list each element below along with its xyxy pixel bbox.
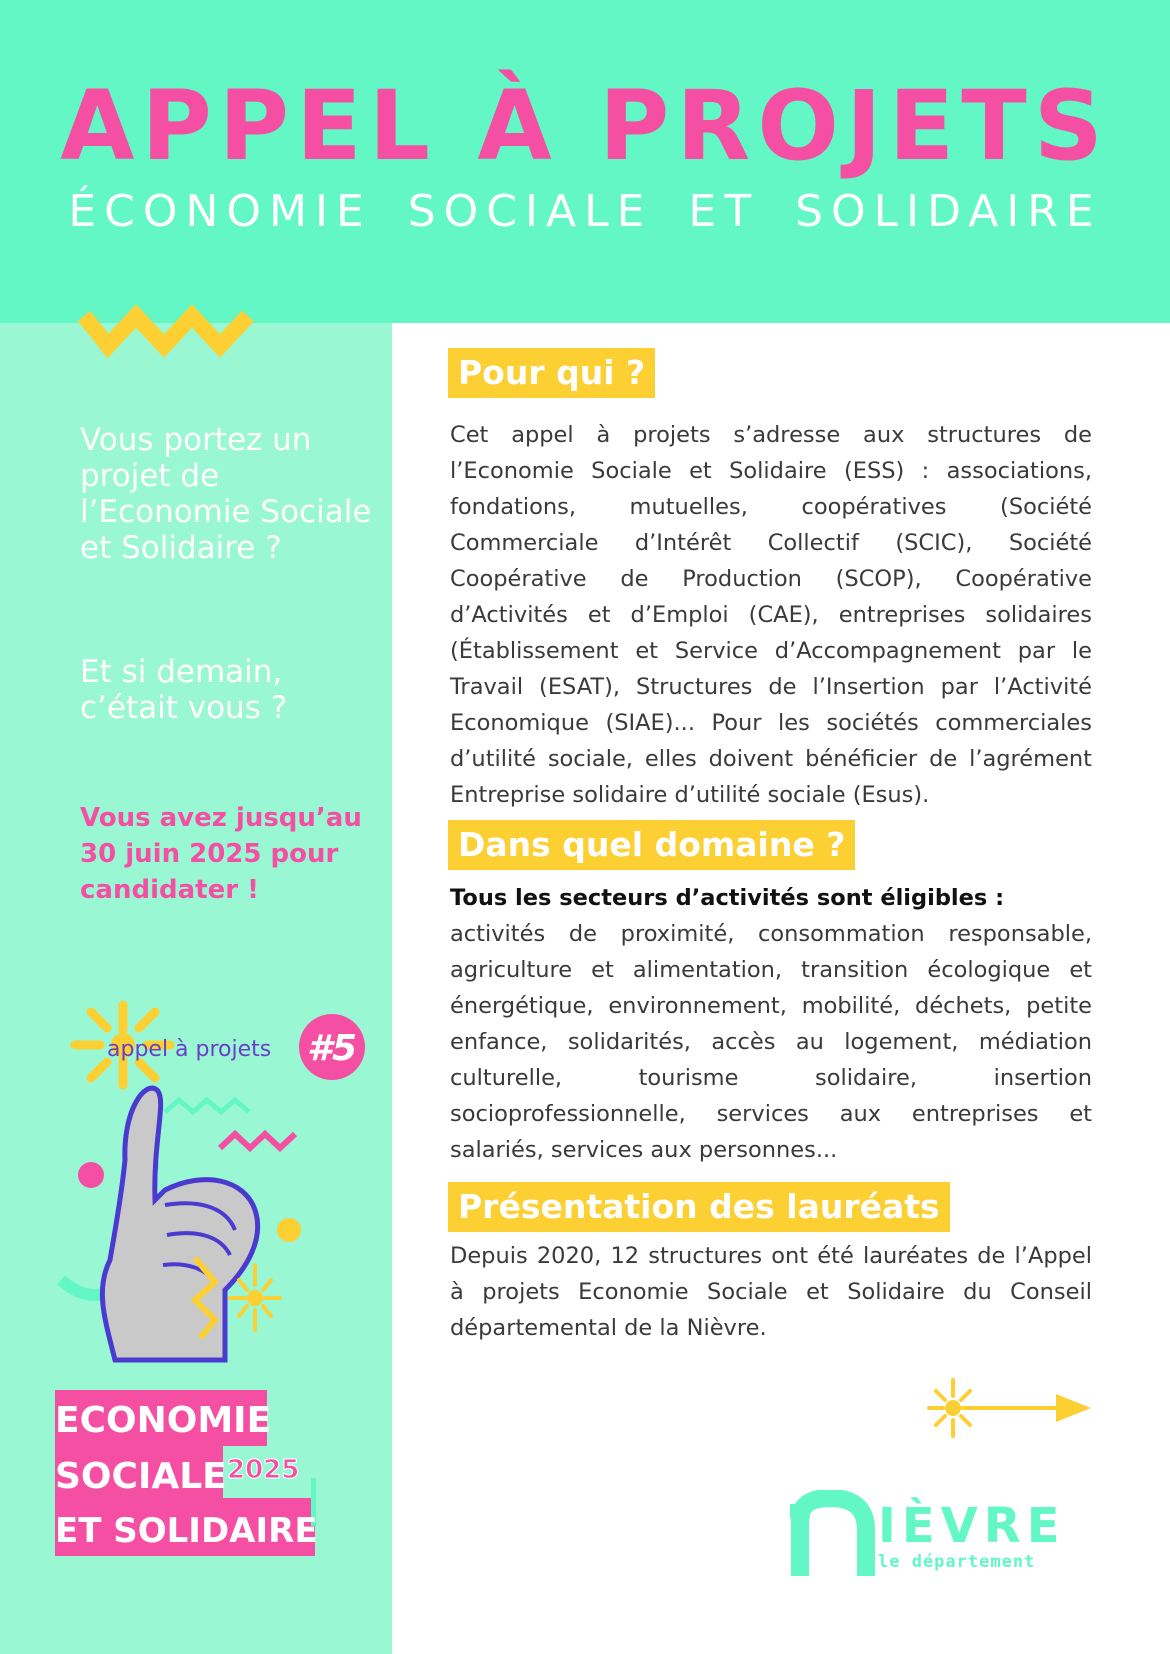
heading-pour-qui: Pour qui ?: [448, 348, 655, 398]
sidebar-question-tomorrow: Et si demain, c’était vous ?: [80, 654, 288, 726]
page-title: APPEL À PROJETS: [60, 70, 1110, 182]
nievre-n-mark: [790, 1490, 880, 1576]
badge-line-sociale: SOCIALE: [55, 1456, 227, 1497]
badge-line-solidaire: ET SOLIDAIRE: [55, 1511, 318, 1551]
badge-number: #5: [306, 1028, 358, 1069]
sidebar-question-project: Vous portez un projet de l’Economie Sociale et Solidaire ?: [80, 422, 372, 566]
badge-year: 2025: [227, 1455, 300, 1485]
header-banner: [0, 0, 1170, 323]
heading-laureats: Présentation des lauréats: [448, 1182, 950, 1232]
pour-qui-text: Cet appel à projets s’adresse aux structures de l’Economie Sociale et Solidaire (ESS) : associations, fondations, mutuelles, coopératives (Société Commerciale d’Intérêt Collectif (SCIC), Société Coopérative de Production (SCOP), Coopérative d’Activités et d’Emploi (CAE), entreprises solidaires (Établissement et Service d’Accompagnement par le Travail (ESAT), Structures de l’Insertion par l’Activité Economique (SIAE)... Pour les sociétés commerciales d’utilité sociale, elles doivent bénéficier de l’agrément Entreprise solidaire d’utilité sociale (Esus).: [450, 422, 1092, 808]
zigzag-decoration: [78, 300, 256, 362]
nievre-wordmark: IÈVRE: [878, 1498, 1066, 1554]
badge-line-economie: ECONOMIE: [55, 1400, 272, 1441]
domaine-text: activités de proximité, consommation responsable, agriculture et alimentation, transition écologique et énergétique, environnement, mobilité, déchets, petite enfance, solidarités, accès au logement, médiation culturelle, tourisme solidaire, insertion socioprofessionnelle, services aux entreprises et salariés, services aux personnes...: [450, 921, 1092, 1163]
domaine-lead: Tous les secteurs d’activités sont éligibles :: [450, 885, 1005, 911]
nievre-logo: [790, 1490, 1100, 1580]
nievre-subtitle: le département: [878, 1552, 1036, 1572]
laureats-text: Depuis 2020, 12 structures ont été lauréates de l’Appel à projets Economie Sociale et Solidaire du Conseil départemental de la Nièvre.: [450, 1243, 1092, 1341]
ess-badge-illustration: [55, 1000, 375, 1580]
arrow-right-icon: [926, 1378, 1096, 1438]
page-subtitle: ÉCONOMIE SOCIALE ET SOLIDAIRE: [68, 186, 1102, 237]
deadline-text: Vous avez jusqu’au 30 juin 2025 pour candidater !: [80, 803, 362, 905]
badge-label: appel à projets: [107, 1037, 272, 1062]
heading-domaine: Dans quel domaine ?: [448, 820, 855, 870]
